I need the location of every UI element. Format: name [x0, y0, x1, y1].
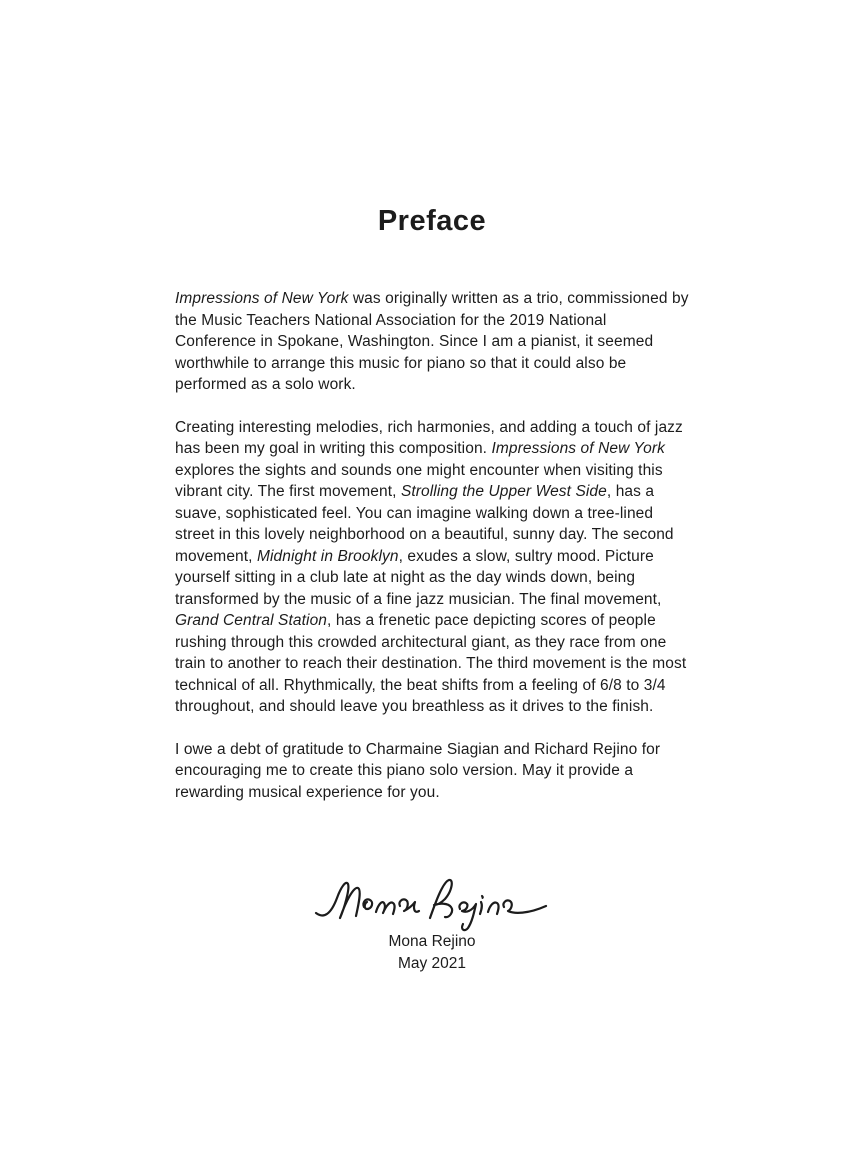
text-segment: , exudes a slow, sultry mood. Picture yourself sitting in a club late at night as the day winds down, being transformed by the music of a fine jazz musician. The final movement, [175, 547, 662, 608]
text-segment: , has a suave, sophisticated feel. You can imagine walking down a tree-lined street in this lovely neighborhood on a beautiful, sunny day. The second movement, [175, 483, 674, 565]
text-segment: , has a frenetic pace depicting scores of people rushing through this crowded architectural giant, as they race from one train to another to reach their destination. The third movement is the most technical of all. Rhythmically, the beat shifts from a feeling of 6/8 to 3/4 throughout, and should leave you breathless as it drives to the finish. [175, 612, 687, 715]
text-segment: Grand Central Station [175, 612, 328, 629]
text-segment: Impressions of New York [491, 440, 665, 457]
preface-body [175, 238, 691, 803]
paragraph-1 [175, 288, 691, 396]
text-segment: I owe a debt of gratitude to Charmaine Siagian and Richard Rejino for encouraging me to create this piano solo version. May it provide a rewarding musical experience for you. [175, 740, 661, 801]
text-segment: Strolling the Upper West Side [400, 483, 607, 500]
page-title: Preface [377, 205, 487, 237]
paragraph-2 [175, 417, 691, 718]
text-segment: Creating interesting melodies, rich harmonies, and adding a touch of jazz has been my goal in writing this composition. [175, 418, 683, 457]
signature-date: May 2021 [397, 955, 467, 972]
paragraph-3 [175, 739, 691, 804]
text-segment: was originally written as a trio, commissioned by the Music Teachers National Association for the 2019 National Conference in Spokane, Washington. Since I am a pianist, it seemed worthwhile to arrange this music for piano so that it could also be performed as a solo work. [175, 290, 689, 393]
text-segment: explores the sights and sounds one might encounter when visiting this vibrant city. The first movement, [175, 461, 663, 500]
text-segment: Impressions of New York [175, 290, 349, 307]
text-segment: Midnight in Brooklyn [256, 547, 399, 565]
printed-name: Mona Rejino [388, 933, 476, 950]
signature-block [0, 873, 864, 975]
handwritten-signature-icon [312, 873, 552, 935]
